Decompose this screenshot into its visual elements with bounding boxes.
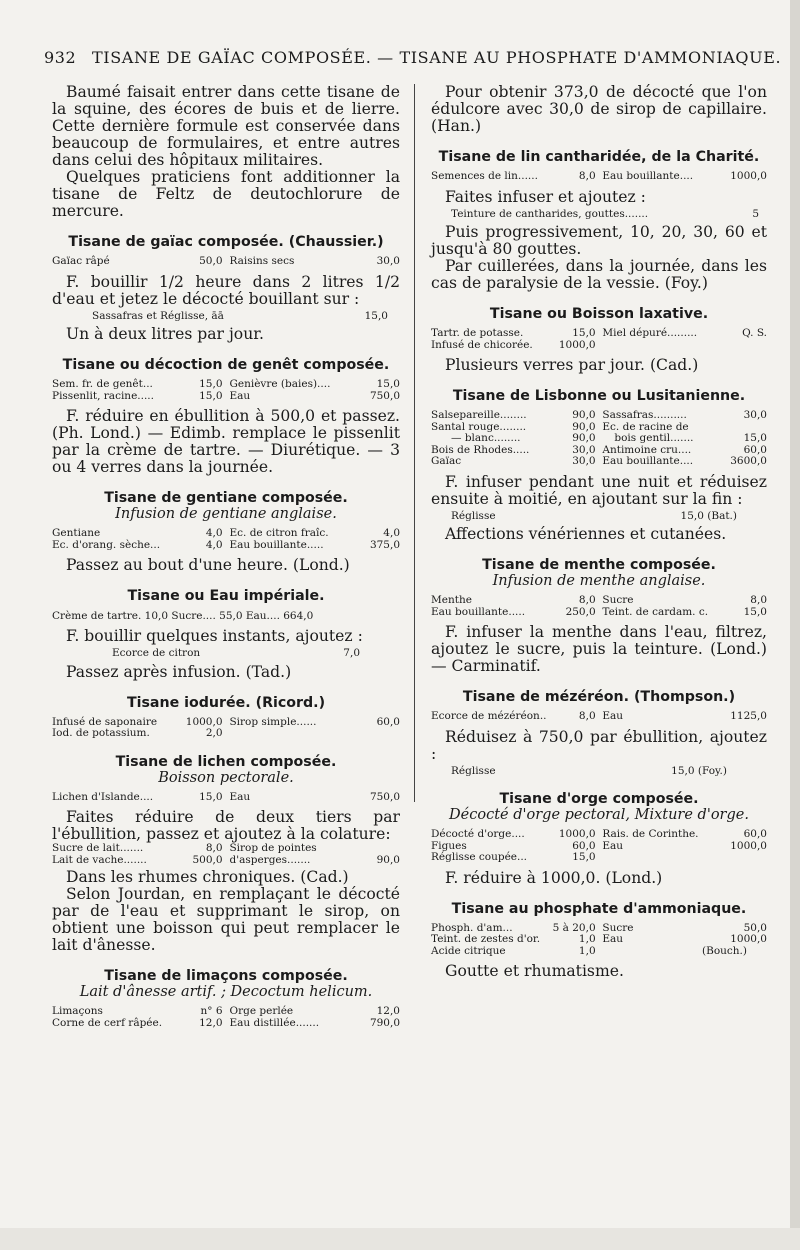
page-edge (790, 0, 800, 1250)
section-subtitle: Lait d'ânesse artif. ; Decoctum helicum. (79, 984, 373, 1000)
ingredient-row: Sem. fr. de genêt... 15,0 Genièvre (baies).... 15,0 (52, 378, 400, 390)
ingredient-row: Santal rouge........ 90,0 Ec. de racine de (431, 420, 689, 433)
section-title-limacons: Tisane de limaçons composée. (104, 968, 348, 984)
instruction-text: F. bouillir 1/2 heure dans 2 litres 1/2 d'eau et jetez le décocté bouillant sur : (52, 272, 400, 308)
ingredient-line: Teinture de cantharides, gouttes....... 5 (451, 207, 759, 220)
instruction-text: F. réduire à 1000,0. (Lond.) (445, 868, 663, 887)
ingredient-row: Limaçons n° 6 Orge perlée 12,0 (52, 1005, 400, 1017)
instruction-text: Plusieurs verres par jour. (Cad.) (445, 356, 699, 374)
ingredient-row: Acide citrique 1,0 (Bouch.) (431, 944, 747, 957)
ingredient-line: Sassafras et Réglisse, āā 15,0 (92, 309, 388, 322)
ingredient-row: Tartr. de potasse. 15,0 Miel dépuré......... Q. S. (431, 327, 767, 339)
ingredient-row: Infusé de chicorée. 1000,0 (431, 338, 596, 351)
section-title-ioduree: Tisane iodurée. (Ricord.) (126, 694, 326, 711)
section-title-lichen: Tisane de lichen composée. (115, 753, 337, 770)
column-divider (414, 84, 415, 802)
left-column (52, 84, 400, 1029)
ingredient-line: Réglisse 15,0 (Bat.) (451, 509, 737, 522)
ingredient-row: Infusé de saponaire 1000,0 Sirop simple...... 60,0 (52, 715, 400, 728)
ingredient-row: Corne de cerf râpée. 12,0 Eau distillée....... 790,0 (52, 1016, 400, 1029)
ingredient-row: Décocté d'orge.... 1000,0 Rais. de Corinthe. 60,0 (431, 828, 767, 840)
intro-paragraph-2: Quelques praticiens font additionner la tisane de Feltz de deutochlorure de mercure. (52, 168, 400, 220)
intro-paragraph: Baumé faisait entrer dans cette tisane de la squine, des écores de buis et de lierre. Cette dernière formule est conservée dans beaucoup de formulaires, et entre autres dans celui des hôpitaux militaires. (52, 83, 400, 169)
section-subtitle: Infusion de gentiane anglaise. (115, 506, 337, 522)
instruction-text: F. infuser pendant une nuit et réduisez ensuite à moitié, en ajoutant sur la fin : (431, 472, 767, 508)
ingredient-row: Ecorce de mézéréon.. 8,0 Eau 1125,0 (431, 710, 767, 722)
instruction-text: Par cuillerées, dans la journée, dans les cas de paralysie de la vessie. (Foy.) (431, 257, 767, 292)
ingredient-line: Réglisse 15,0 (Foy.) (451, 764, 727, 777)
instruction-text: Dans les rhumes chroniques. (Cad.) (66, 868, 349, 886)
section-title-menthe: Tisane de menthe composée. (482, 557, 716, 573)
ingredient-row: Figues 60,0 Eau 1000,0 (431, 839, 767, 852)
intro-paragraph: Pour obtenir 373,0 de décocté que l'on édulcore avec 30,0 de sirop de capillaire. (Han.) (431, 83, 767, 135)
ingredient-row: Menthe 8,0 Sucre 8,0 (431, 594, 767, 606)
section-title-lisbonne: Tisane de Lisbonne ou Lusitanienne. (452, 388, 746, 404)
section-title-laxative: Tisane ou Boisson laxative. (489, 306, 709, 322)
section-title-gentiane: Tisane de gentiane composée. (104, 490, 348, 506)
ingredient-row: Lait de vache....... 500,0 d'asperges....... 90,0 (52, 853, 400, 866)
ingredient-row: Eau bouillante..... 250,0 Teint. de cardam. c. 15,0 (431, 605, 767, 618)
ingredient-row: Phosph. d'am... 5 à 20,0 Sucre 50,0 (431, 921, 767, 934)
instruction-text: Faites infuser et ajoutez : (445, 187, 646, 206)
ingredient-row: Semences de lin...... 8,0 Eau bouillante.... 1000,0 (431, 170, 767, 182)
section-subtitle: Infusion de menthe anglaise. (492, 573, 706, 589)
instruction-text: Affections vénériennes et cutanées. (445, 525, 727, 543)
right-column (431, 84, 767, 980)
ingredient-row: Sucre de lait....... 8,0 Sirop de pointes (52, 842, 317, 854)
ingredient-row: Pissenlit, racine..... 15,0 Eau 750,0 (52, 389, 400, 402)
ingredient-line: Ecorce de citron 7,0 (112, 647, 360, 659)
instruction-text: Faites réduire de deux tiers par l'ébullition, passez et ajoutez à la colature: (52, 808, 400, 843)
instruction-text: Réduisez à 750,0 par ébullition, ajoutez : (431, 727, 767, 763)
ingredient-row: Teint. de zestes d'or. 1,0 Eau 1000,0 (431, 933, 767, 945)
ingredient-row: Iod. de potassium. 2,0 (52, 727, 223, 739)
ingredient-row: Bois de Rhodes..... 30,0 Antimoine cru.... 60,0 (431, 443, 767, 456)
section-subtitle: Décocté d'orge pectoral, Mixture d'orge. (449, 807, 749, 823)
instruction-text: Puis progressivement, 10, 20, 30, 60 et jusqu'à 80 gouttes. (431, 223, 767, 258)
ingredient-line: Crème de tartre. 10,0 Sucre.... 55,0 Eau.... 664,0 (52, 610, 314, 622)
instruction-text: Selon Jourdan, en remplaçant le décocté par de l'eau et supprimant le sirop, on obtient une boisson qui peut remplacer le lait d'ânesse. (52, 885, 400, 954)
section-title-lin: Tisane de lin cantharidée, de la Charité. (438, 149, 760, 165)
section-title-orge: Tisane d'orge composée. (499, 791, 699, 807)
section-title-gaiac: Tisane de gaïac composée. (Chaussier.) (68, 234, 384, 250)
instruction-text: Passez au bout d'une heure. (Lond.) (66, 556, 350, 574)
ingredient-row: Gentiane 4,0 Ec. de citron fraîc. 4,0 (52, 527, 400, 539)
page-bottom-edge (0, 1228, 800, 1250)
instruction-text: F. infuser la menthe dans l'eau, filtrez, ajoutez le sucre, puis la teinture. (Lond.) — Carminatif. (431, 623, 767, 675)
ingredient-row: Gaïac râpé 50,0 Raisins secs 30,0 (52, 255, 400, 267)
ingredient-row: Ec. d'orang. sèche... 4,0 Eau bouillante..... 375,0 (52, 538, 400, 551)
instruction-text: F. réduire en ébullition à 500,0 et passez. (Ph. Lond.) — Edimb. remplace le pissenlit par la crème de tartre. — Diurétique. — 3 ou 4 verres dans la journée. (52, 407, 400, 476)
section-title-imperiale: Tisane ou Eau impériale. (127, 588, 325, 604)
ingredient-row: Salsepareille........ 90,0 Sassafras.......... 30,0 (431, 409, 767, 421)
ingredient-row: Réglisse coupée... 15,0 (431, 851, 596, 863)
instruction-text: F. bouillir quelques instants, ajoutez : (66, 627, 363, 645)
instruction-text: Un à deux litres par jour. (66, 325, 264, 343)
running-header (44, 48, 782, 67)
instruction-text: Passez après infusion. (Tad.) (66, 662, 292, 681)
ingredient-row: Lichen d'Islande.... 15,0 Eau 750,0 (52, 790, 400, 803)
header-title: TISANE DE GAÏAC COMPOSÉE. — TISANE AU PHOSPHATE D'AMMONIAQUE. (92, 48, 782, 67)
instruction-text: Goutte et rhumatisme. (445, 962, 624, 980)
section-title-mezereon: Tisane de mézéréon. (Thompson.) (462, 689, 736, 705)
section-title-phosphate: Tisane au phosphate d'ammoniaque. (451, 900, 747, 917)
section-subtitle: Boisson pectorale. (158, 769, 294, 786)
ingredient-row: — blanc........ 90,0 bois gentil....... 15,0 (451, 432, 767, 444)
section-title-genet: Tisane ou décoction de genêt composée. (62, 357, 390, 373)
page-number: 932 (44, 48, 77, 67)
ingredient-row: Gaïac 30,0 Eau bouillante.... 3600,0 (431, 455, 767, 467)
